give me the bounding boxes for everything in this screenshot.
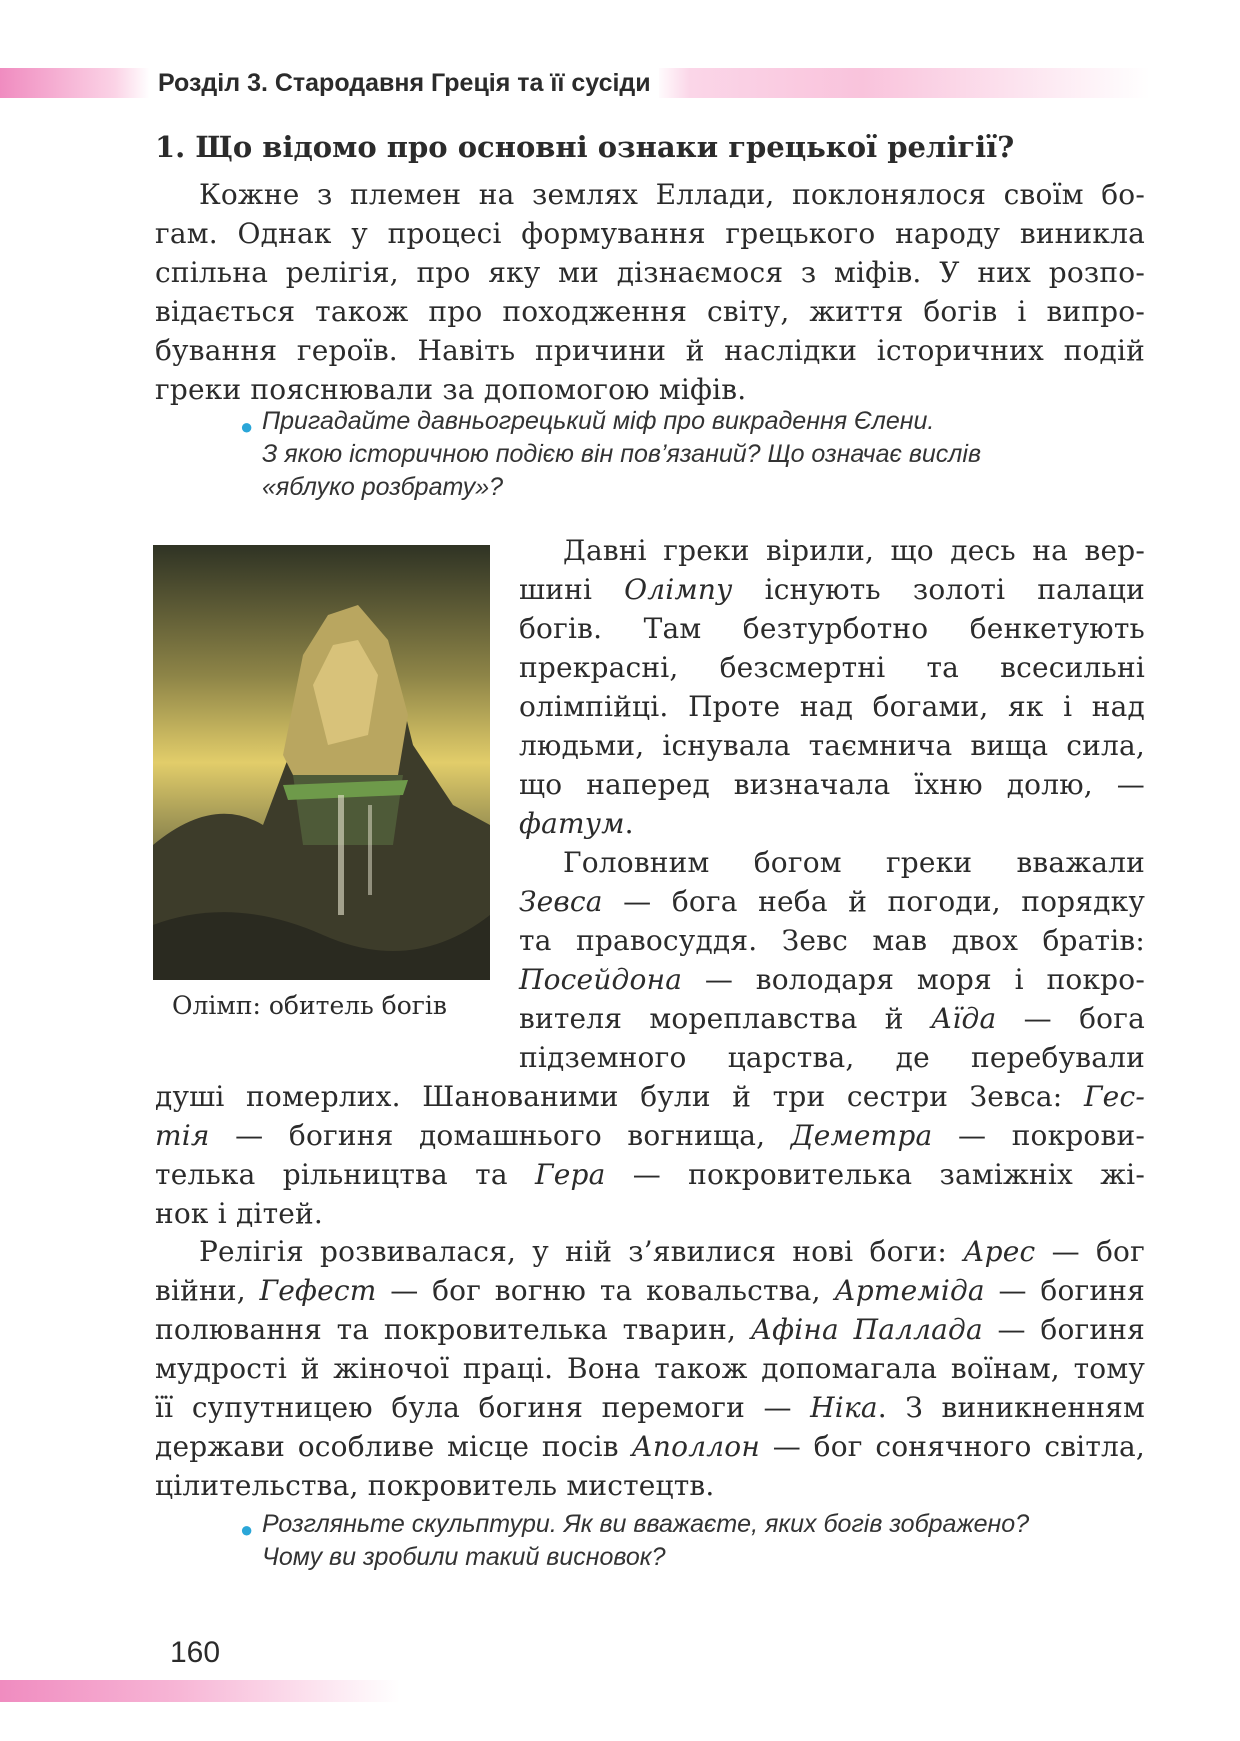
text-run: цілительства, покровитель мистецтв.: [155, 1469, 715, 1502]
text-run: — богиня домашнього вогнища,: [209, 1119, 791, 1152]
question-line: Чому ви зробили такий висновок?: [262, 1543, 666, 1571]
section-heading: 1. Що відомо про основні ознаки грецької релігії?: [155, 130, 1015, 164]
text-line: [519, 1038, 1145, 1077]
term-italic: Зевса: [519, 885, 603, 918]
text-line: [155, 1077, 1145, 1116]
text-line: [155, 1388, 1145, 1427]
text-run: душі померлих. Шанованими були й три сестри Зевса:: [155, 1080, 1084, 1113]
text-line: [155, 1155, 1145, 1194]
term-italic: Аїда: [930, 1002, 997, 1035]
question-line: Пригадайте давньогрецький міф про викрадення Єлени.: [262, 407, 935, 435]
text-run: людьми, існувала таємнича вища сила,: [519, 729, 1145, 762]
text-line: [155, 1427, 1145, 1466]
text-run: — бог вогню та ковальства,: [376, 1274, 835, 1307]
text-run: — покрови-: [932, 1119, 1145, 1152]
text-run: та правосуддя. Зевс мав двох братів:: [519, 924, 1145, 957]
question-line: З якою історичною подією він пов’язаний? Що означає вислів: [262, 440, 981, 468]
term-italic: Аполлон: [631, 1430, 760, 1463]
term-italic: Гефест: [259, 1274, 377, 1307]
text-line: [519, 726, 1145, 765]
text-run: — володаря моря і покро-: [682, 963, 1145, 996]
text-run: олімпійці. Проте над богами, як і над: [519, 690, 1145, 723]
paragraph-zeus-part1: [519, 843, 1145, 1077]
text-line: відається також про походження світу, життя богів і випро-: [155, 295, 1145, 328]
term-italic: Деметра: [790, 1119, 933, 1152]
text-run: війни,: [155, 1274, 260, 1307]
text-line: бування героїв. Навіть причини й наслідки історичних подій: [155, 334, 1145, 367]
text-line: [155, 1271, 1145, 1310]
text-run: Давні греки вірили, що десь на вер-: [563, 534, 1145, 567]
text-run: богів. Там безтурботно бенкетують: [519, 612, 1145, 645]
text-line: гам. Однак у процесі формування грецького народу виникла: [155, 217, 1145, 250]
text-line: [519, 531, 1145, 570]
term-italic: Олімпу: [624, 573, 733, 606]
text-run: підземного царства, де перебували: [519, 1041, 1145, 1074]
text-run: Головним богом греки вважали: [563, 846, 1145, 879]
text-run: що наперед визначала їхню долю, —: [519, 768, 1145, 801]
text-run: телька рільництва та: [155, 1158, 535, 1191]
paragraph-olympus: [519, 531, 1145, 843]
text-line: [519, 570, 1145, 609]
text-run: Релігія розвивалася, у ній з’явилися нові боги:: [199, 1235, 964, 1268]
text-line: [155, 1194, 1145, 1233]
text-run: — богиня: [982, 1313, 1145, 1346]
text-run: — бога: [996, 1002, 1145, 1035]
question-block-2: [262, 1508, 1029, 1574]
term-italic: тія: [155, 1119, 210, 1152]
text-line: [155, 1116, 1145, 1155]
text-line: [519, 804, 1145, 843]
text-line: [519, 921, 1145, 960]
term-italic: Арес: [963, 1235, 1036, 1268]
text-line: [519, 765, 1145, 804]
text-line: греки пояснювали за допомогою міфів.: [155, 373, 747, 406]
bullet-icon: ●: [240, 1517, 254, 1542]
text-line: спільна релігія, про яку ми дізнаємося з міфів. У них розпо-: [155, 256, 1145, 289]
text-run: — бог сонячного світла,: [759, 1430, 1145, 1463]
term-italic: Гес-: [1083, 1080, 1145, 1113]
term-italic: Артеміда: [834, 1274, 985, 1307]
text-run: вителя мореплавства й: [519, 1002, 931, 1035]
text-line: [519, 960, 1145, 999]
question-block-1: [262, 405, 981, 504]
footer-decoration-band: [0, 1680, 400, 1702]
text-line: [519, 648, 1145, 687]
text-run: мудрості й жіночої праці. Вона також допомагала воїнам, тому: [155, 1352, 1145, 1385]
text-line: [519, 687, 1145, 726]
text-run: — богиня: [984, 1274, 1145, 1307]
paragraph-new-gods: [155, 1232, 1145, 1505]
text-line: [155, 1232, 1145, 1271]
text-run: — бог: [1035, 1235, 1145, 1268]
image-caption: Олімп: обитель богів: [172, 991, 447, 1020]
term-italic: Гера: [534, 1158, 606, 1191]
text-line: [519, 999, 1145, 1038]
question-line: «яблуко розбрату»?: [262, 473, 504, 501]
text-run: держави особливе місце посів: [155, 1430, 632, 1463]
text-run: її супутницею була богиня перемоги —: [155, 1391, 811, 1424]
term-italic: Ніка: [810, 1391, 878, 1424]
text-run: існують золоті палаци: [732, 573, 1145, 606]
text-run: — бога неба й погоди, порядку: [602, 885, 1145, 918]
text-run: полювання та покровителька тварин,: [155, 1313, 751, 1346]
text-line: [155, 1310, 1145, 1349]
text-run: нок і дітей.: [155, 1197, 323, 1230]
text-line: [155, 1466, 1145, 1505]
text-run: шині: [519, 573, 625, 606]
text-line: [519, 843, 1145, 882]
question-line: Розгляньте скульптури. Як ви вважаєте, яких богів зображено?: [262, 1510, 1030, 1538]
text-line: [519, 609, 1145, 648]
paragraph-intro: [155, 175, 1145, 409]
olympus-image: [153, 545, 490, 980]
term-italic: фатум: [519, 807, 625, 840]
section-title: Розділ 3. Стародавня Греція та її сусіди: [150, 66, 659, 100]
term-italic: Афіна Паллада: [750, 1313, 983, 1346]
page-number: 160: [170, 1636, 221, 1669]
term-italic: Посейдона: [519, 963, 683, 996]
text-run: прекрасні, безсмертні та всесильні: [519, 651, 1145, 684]
text-run: — покровителька заміжніх жі-: [605, 1158, 1145, 1191]
text-line: [155, 1349, 1145, 1388]
text-line: Кожне з племен на землях Еллади, поклонялося своїм бо-: [199, 178, 1145, 211]
text-run: .: [624, 807, 634, 840]
text-line: [519, 882, 1145, 921]
text-run: . З виникненням: [877, 1391, 1145, 1424]
paragraph-zeus-part2: [155, 1077, 1145, 1233]
bullet-icon: ●: [240, 414, 254, 439]
